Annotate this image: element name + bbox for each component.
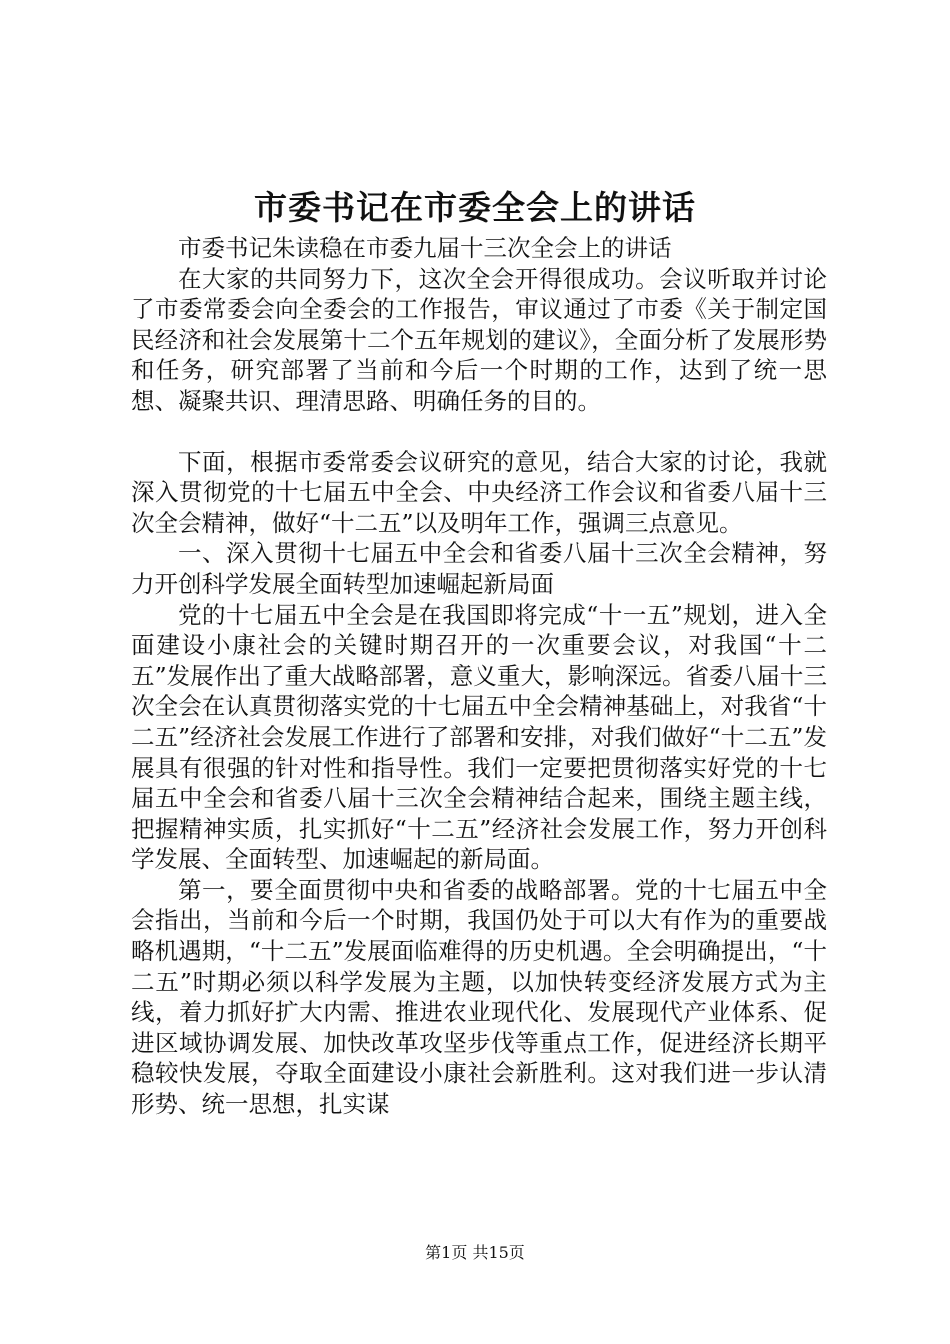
paragraph-subtitle: 市委书记朱读稳在市委九届十三次全会上的讲话	[178, 234, 672, 262]
page-number: 第1页 共15页	[425, 1243, 525, 1262]
paragraph-section-heading: 一、深入贯彻十七届五中全会和省委八届十三次全会精神，努力开创科学发展全面转型加速崛起新局面	[131, 539, 827, 598]
paragraph-gap	[131, 417, 827, 447]
paragraph-first-point: 第一，要全面贯彻中央和省委的战略部署。党的十七届五中全会指出，当前和今后一个时期，我国仍处于可以大有作为的重要战略机遇期，“十二五”发展面临难得的历史机遇。全会明确提出，“十二五”时期必须以科学发展为主题，以加快转变经济发展方式为主线，着力抓好扩大内需、推进农业现代化、发展现代产业体系、促进区域协调发展、加快改革攻坚步伐等重点工作，促进经济长期平稳较快发展，夺取全面建设小康社会新胜利。这对我们进一步认清形势、统一思想，扎实谋	[131, 875, 827, 1119]
paragraph-overview: 下面，根据市委常委会议研究的意见，结合大家的讨论，我就深入贯彻党的十七届五中全会、中央经济工作会议和省委八届十三次全会精神，做好“十二五”以及明年工作，强调三点意见。	[131, 447, 827, 537]
paragraph-intro: 在大家的共同努力下，这次全会开得很成功。会议听取并讨论了市委常委会向全委会的工作报告，审议通过了市委《关于制定国民经济和社会发展第十二个五年规划的建议》，全面分析了发展形势和任务，研究部署了当前和今后一个时期的工作，达到了统一思想、凝聚共识、理清思路、明确任务的目的。	[131, 264, 827, 415]
document-body	[131, 233, 827, 1120]
paragraph-plenary: 党的十七届五中全会是在我国即将完成“十一五”规划，进入全面建设小康社会的关键时期召开的一次重要会议，对我国“十二五”发展作出了重大战略部署，意义重大，影响深远。省委八届十三次全会在认真贯彻落实党的十七届五中全会精神基础上，对我省“十二五”经济社会发展工作进行了部署和安排，对我们做好“十二五”发展具有很强的针对性和指导性。我们一定要把贯彻落实好党的十七届五中全会和省委八届十三次全会精神结合起来，围绕主题主线，把握精神实质，扎实抓好“十二五”经济社会发展工作，努力开创科学发展、全面转型、加速崛起的新局面。	[131, 600, 827, 874]
document-title: 市委书记在市委全会上的讲话	[254, 188, 696, 227]
